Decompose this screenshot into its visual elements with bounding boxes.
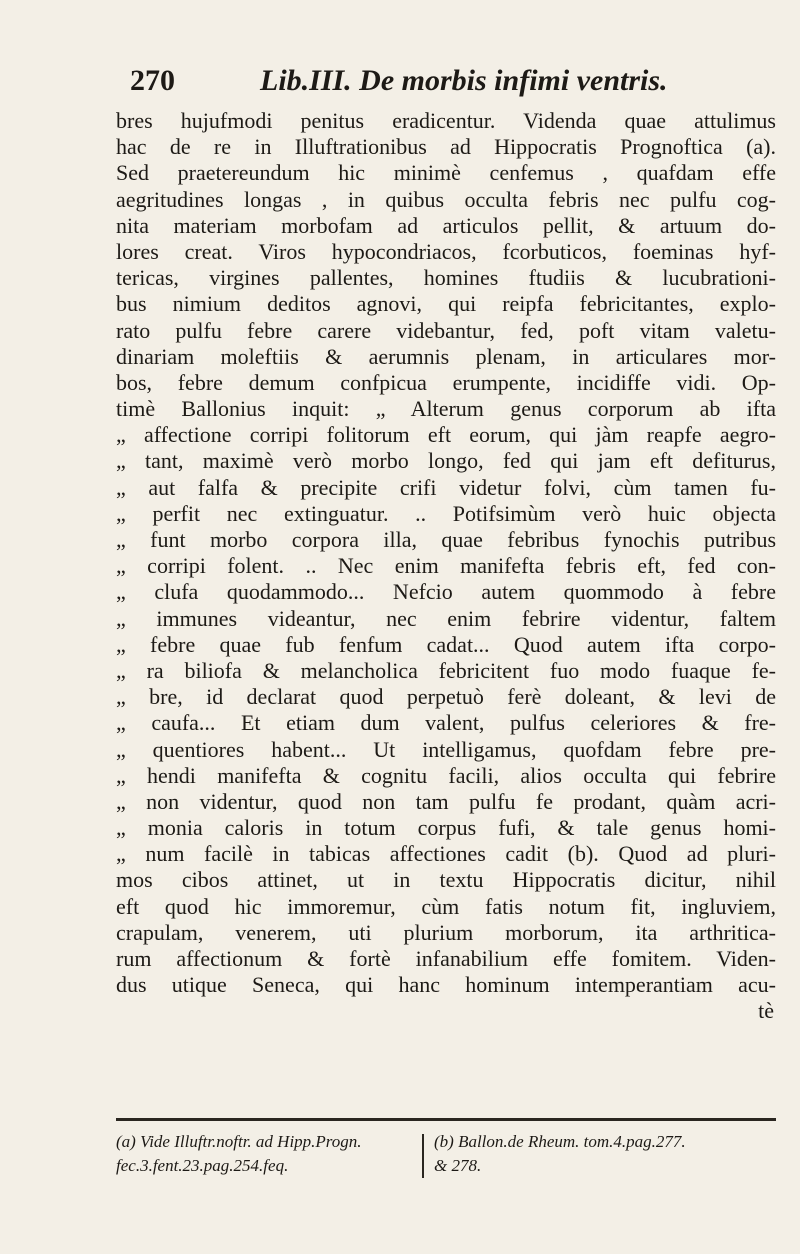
text-line: tericas, virgines pallentes, homines ftudiis & lucubrationi- [116,265,776,291]
text-line: „ affectione corripi folitorum eft eorum, qui jàm reapfe aegro- [116,422,776,448]
text-line: „ perfit nec extinguatur. .. Potifsimùm verò huic objecta [116,500,776,526]
page-header [130,64,730,104]
footnote-a [116,1130,416,1178]
footnote-b-line2: & 278. [434,1156,482,1175]
text-line: „ corripi folent. .. Nec enim manifefta febris eft, fed con- [116,553,776,579]
text-line: „ bre, id declarat quod perpetuò ferè doleant, & levi de [116,684,776,710]
text-line: „ immunes videantur, nec enim febrire videntur, faltem [116,605,776,631]
text-line: „ funt morbo corpora illa, quae febribus fynochis putribus [116,527,776,552]
text-line: bus nimium deditos agnovi, qui reipfa febricitantes, explo- [116,291,776,317]
text-line: timè Ballonius inquit: „ Alterum genus corporum ab ifta [116,396,776,422]
text-line: dinariam moleftiis & aerumnis plenam, in articulares mor- [116,343,776,369]
footnote-divider [422,1134,424,1178]
text-line: „ num facilè in tabicas affectiones cadit (b). Quod ad pluri- [116,841,776,867]
text-line: rum affectionum & fortè infanabilium effe fomitem. Viden- [116,946,776,971]
text-line: hac de re in Illuftrationibus ad Hippocratis Prognoftica (a). [116,134,776,160]
text-line: „ clufa quodammodo... Nefcio autem quommodo à febre [116,579,776,605]
text-line: „ aut falfa & precipite crifi videtur folvi, cùm tamen fu- [116,474,776,500]
text-line: „ caufa... Et etiam dum valent, pulfus celeriores & fre- [116,710,776,736]
page-number: 270 [130,64,175,97]
text-line: lores creat. Viros hypocondriacos, fcorbuticos, foeminas hyf- [116,238,776,264]
text-line: „ quentiores habent... Ut intelligamus, quofdam febre pre- [116,736,776,762]
text-line: Sed praetereundum hic minimè cenfemus , quafdam effe [116,160,776,186]
footnote-rule [116,1118,776,1121]
text-line: „ febre quae fub fenfum cadat... Quod autem ifta corpo- [116,631,776,657]
text-line: bos, febre demum confpicua erumpente, incidiffe vidi. Op- [116,369,776,395]
main-text-block [116,108,776,1025]
footnote-b-line1: (b) Ballon.de Rheum. tom.4.pag.277. [434,1132,686,1151]
text-line: „ monia caloris in totum corpus fufi, & tale genus homi- [116,815,776,841]
footnotes [116,1130,776,1210]
footnote-a-line1: (a) Vide Illuftr.noftr. ad Hipp.Progn. [116,1132,362,1151]
text-line: eft quod hic immoremur, cùm fatis notum fit, ingluviem, [116,893,776,919]
text-line: crapulam, venerem, uti plurium morborum, ita arthritica- [116,919,776,945]
text-line: mos cibos attinet, ut in textu Hippocratis dicitur, nihil [116,867,776,893]
text-line: rato pulfu febre carere videbantur, fed, poft vitam valetu- [116,317,776,343]
text-line: dus utique Seneca, qui hanc hominum intemperantiam acu- [116,972,776,998]
text-line: aegritudines longas , in quibus occulta febris nec pulfu cog- [116,186,776,212]
footnote-a-line2: fec.3.fent.23.pag.254.feq. [116,1156,289,1175]
text-line: „ ra biliofa & melancholica febricitent fuo modo fuaque fe- [116,657,776,683]
text-line: nita materiam morbofam ad articulos pellit, & artuum do- [116,212,776,238]
catchword: tè [758,998,774,1024]
text-line: „ non videntur, quod non tam pulfu fe prodant, quàm acri- [116,788,776,814]
footnote-b [434,1130,774,1178]
text-line: bres hujufmodi penitus eradicentur. Videnda quae attulimus [116,108,776,133]
running-head: Lib.III. De morbis infimi ventris. [260,64,668,97]
text-line: „ tant, maximè verò morbo longo, fed qui jam eft defiturus, [116,448,776,474]
text-line: „ hendi manifefta & cognitu facili, alios occulta qui febrire [116,762,776,788]
